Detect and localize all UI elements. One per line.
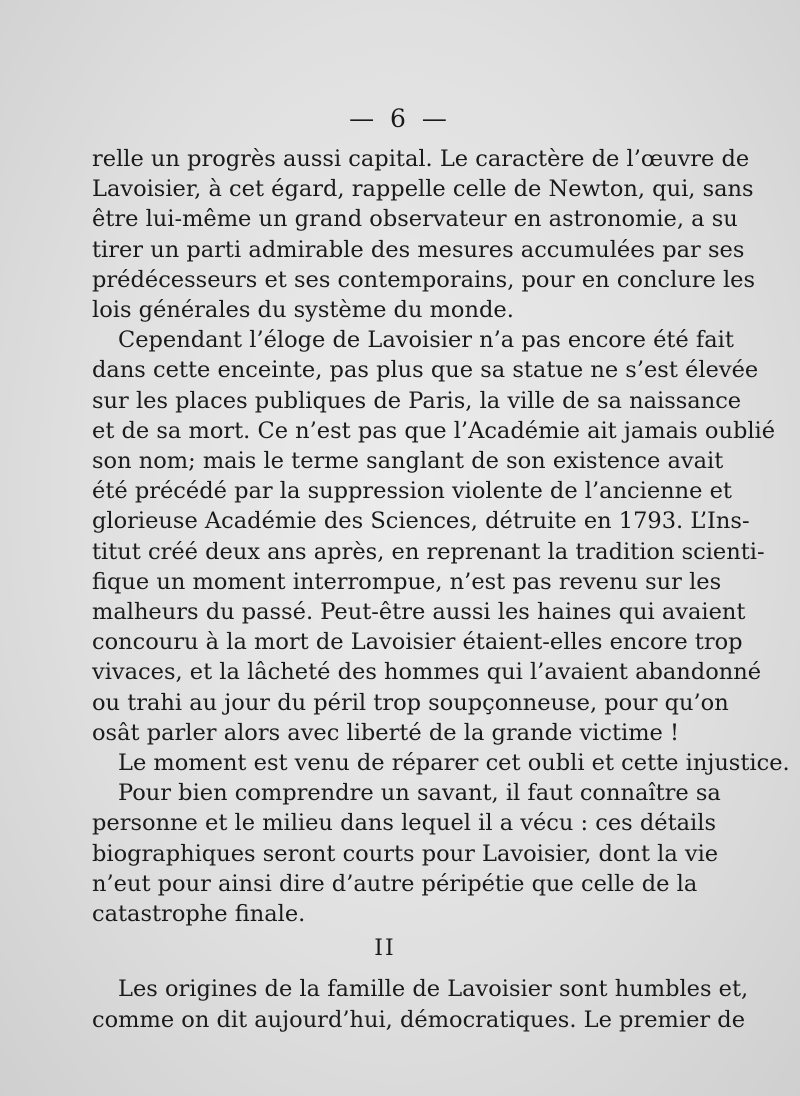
text-line: été précédé par la suppression violente de l’ancienne et [92,478,732,505]
text-line: osât parler alors avec liberté de la grande victime ! [92,719,680,746]
text-line: Le moment est venu de réparer cet oubli et cette injustice. [118,750,790,777]
paragraph [92,144,756,325]
text-line: Lavoisier, à cet égard, rappelle celle de Newton, qui, sans [92,176,754,203]
text-line: catastrophe finale. [92,901,306,928]
text-line: n’eut pour ainsi dire d’autre péripétie que celle de la [92,870,698,897]
text-line: lois générales du système du monde. [92,297,514,324]
text-line: dans cette enceinte, pas plus que sa statue ne s’est élevée [92,357,759,384]
text-line: être lui-même un grand observateur en astronomie, a su [92,206,738,233]
text-line: titut créé deux ans après, en reprenant la tradition scienti- [92,538,765,565]
text-line: concouru à la mort de Lavoisier étaient-elles encore trop [92,629,743,656]
text-line: malheurs du passé. Peut-être aussi les haines qui avaient [92,599,746,626]
text-line: comme on dit aujourd’hui, démocratiques. Le premier de [92,1006,746,1033]
text-line: ou trahi au jour du péril trop soupçonneuse, pour qu’on [92,689,729,716]
paragraph [92,325,776,748]
text-line: biographiques seront courts pour Lavoisier, dont la vie [92,840,719,867]
section-heading: II [374,936,396,962]
text-line: glorieuse Académie des Sciences, détruite en 1793. L’Ins- [92,508,750,535]
text-line: fique un moment interrompue, n’est pas revenu sur les [92,568,722,595]
text-line: Les origines de la famille de Lavoisier sont humbles et, [118,976,749,1003]
text-line: Cependant l’éloge de Lavoisier n’a pas encore été fait [118,327,734,354]
text-line: relle un progrès aussi capital. Le caractère de l’œuvre de [92,146,750,172]
body-text [92,144,790,1035]
text-line: personne et le milieu dans lequel il a vécu : ces détails [92,810,716,837]
text-line: vivaces, et la lâcheté des hommes qui l’avaient abandonné [92,659,762,686]
text-line: son nom; mais le terme sanglant de son existence avait [92,448,724,475]
text-line: sur les places publiques de Paris, la ville de sa naissance [92,387,742,414]
text-line: et de sa mort. Ce n’est pas que l’Académie ait jamais oublié [92,417,776,444]
text-line: tirer un parti admirable des mesures accumulées par ses [92,236,745,263]
text-line: Pour bien comprendre un savant, il faut connaître sa [118,780,721,807]
paragraph [92,974,749,1034]
paragraph [92,748,790,778]
text-line: prédécesseurs et ses contemporains, pour en conclure les [92,266,756,293]
paragraph [92,778,721,929]
page-number: — 6 — [349,104,451,133]
